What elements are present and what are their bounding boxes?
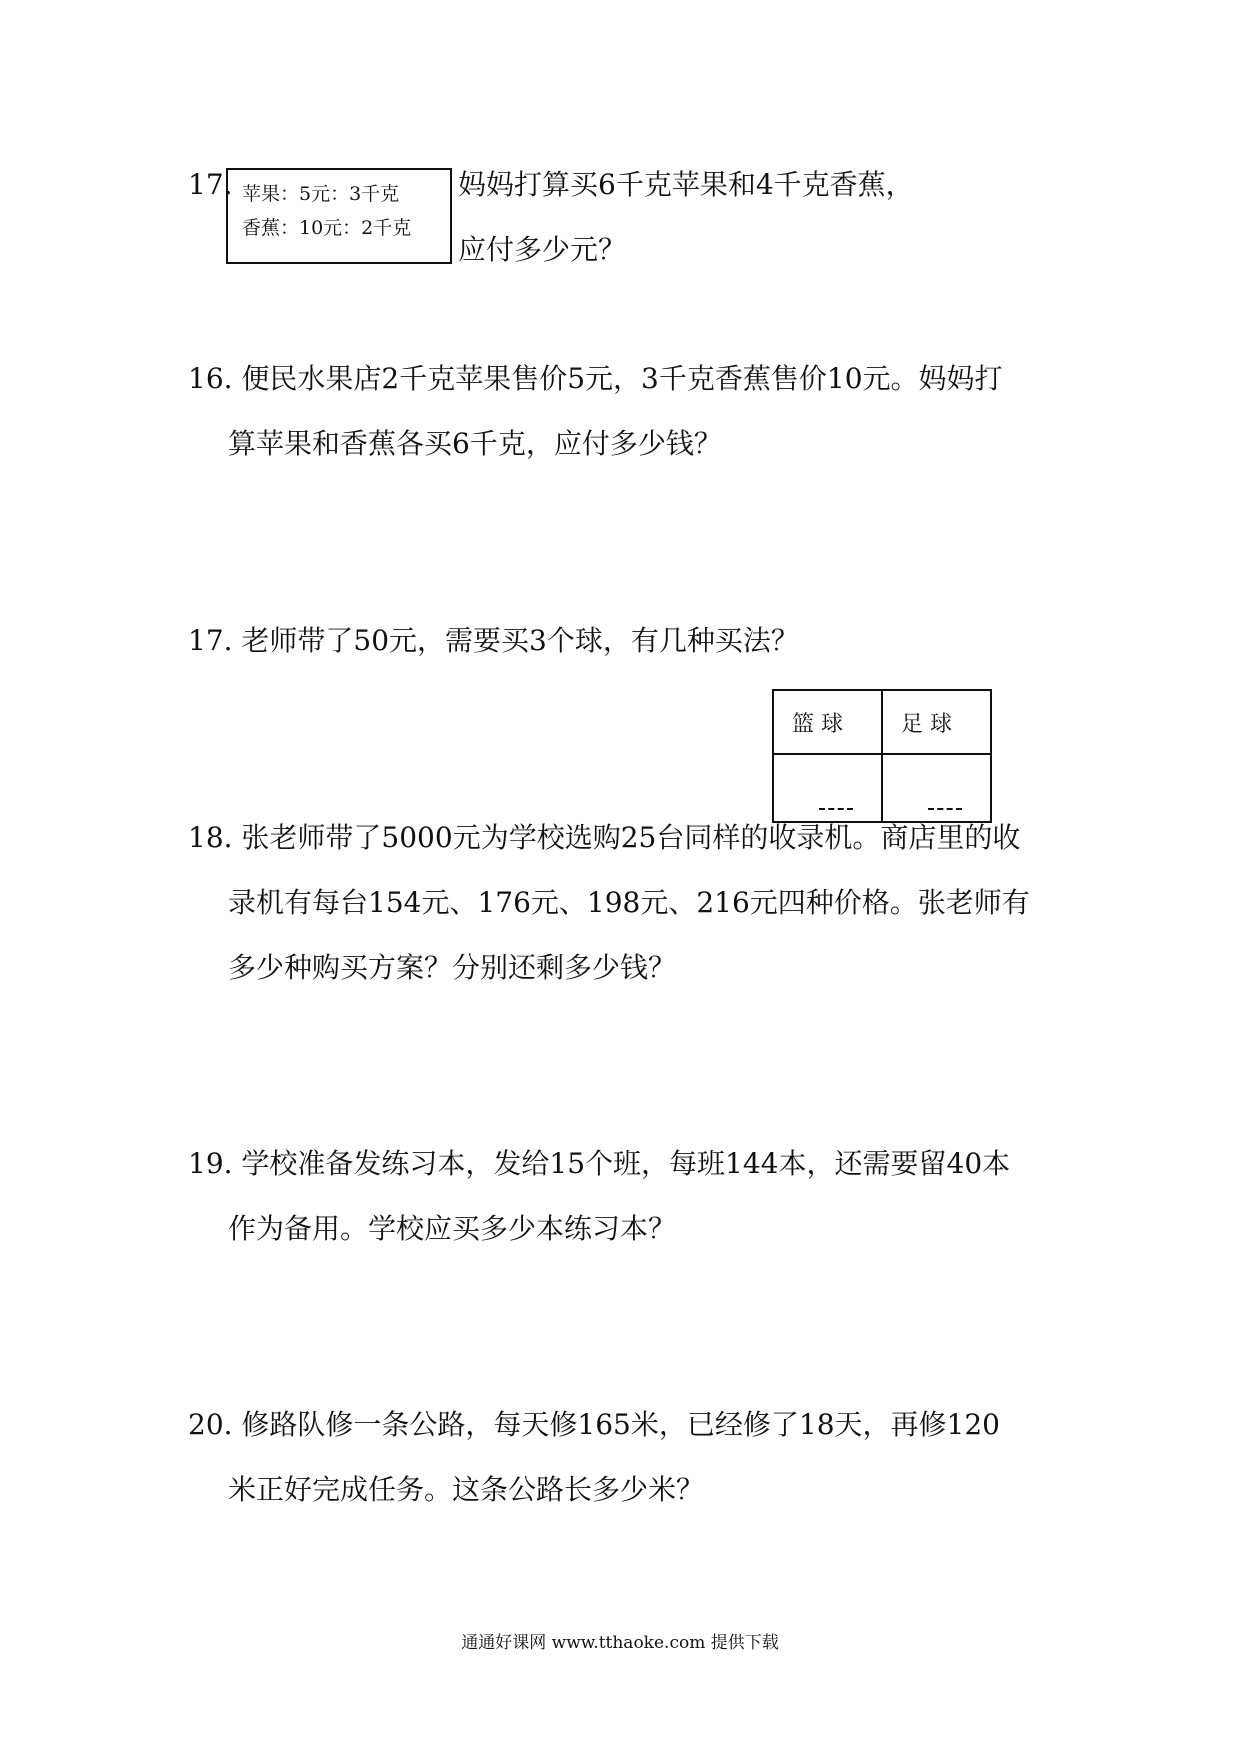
q18-line3: 多少种购买方案？分别还剩多少钱？ [228, 951, 677, 984]
price-box-apple: 苹果：5元：3千克 [242, 183, 400, 205]
q18-line1: 18. 张老师带了5000元为学校选购25台同样的收录机。商店里的收 [188, 821, 1021, 854]
ball-table-answer-basketball [773, 754, 882, 822]
ball-table-header-football: 足 球 [882, 690, 991, 754]
q18-line2: 录机有每台154元、176元、198元、216元四种价格。张老师有 [228, 886, 1030, 919]
q16-line1: 16. 便民水果店2千克苹果售价5元，3千克香蕉售价10元。妈妈打 [188, 362, 1003, 395]
q19-line2: 作为备用。学校应买多少本练习本？ [228, 1212, 677, 1245]
q20-line1: 20. 修路队修一条公路，每天修165米，已经修了18天，再修120 [188, 1408, 1000, 1441]
q17a-number: 17. [188, 168, 233, 201]
q20-line2: 米正好完成任务。这条公路长多少米？ [228, 1473, 705, 1506]
footer-source: 通通好课网 www.tthaoke.com 提供下载 [461, 1633, 779, 1653]
ball-table-answer-row [773, 754, 991, 822]
answer-blank [928, 808, 962, 812]
answer-blank [819, 808, 853, 812]
ball-table-header-row [773, 690, 991, 754]
q19-line1: 19. 学校准备发练习本，发给15个班，每班144本，还需要留40本 [188, 1147, 1011, 1180]
price-box [226, 168, 452, 264]
q16-line2: 算苹果和香蕉各买6千克，应付多少钱？ [228, 427, 722, 460]
ball-table [772, 689, 992, 823]
ball-table-header-basketball: 篮 球 [773, 690, 882, 754]
q17a-line1: 妈妈打算买6千克苹果和4千克香蕉， [458, 168, 914, 201]
price-box-banana: 香蕉：10元：2千克 [242, 217, 412, 239]
q17b-line1: 17. 老师带了50元，需要买3个球，有几种买法？ [188, 624, 799, 657]
ball-table-answer-football [882, 754, 991, 822]
q17a-line2: 应付多少元？ [458, 233, 627, 266]
